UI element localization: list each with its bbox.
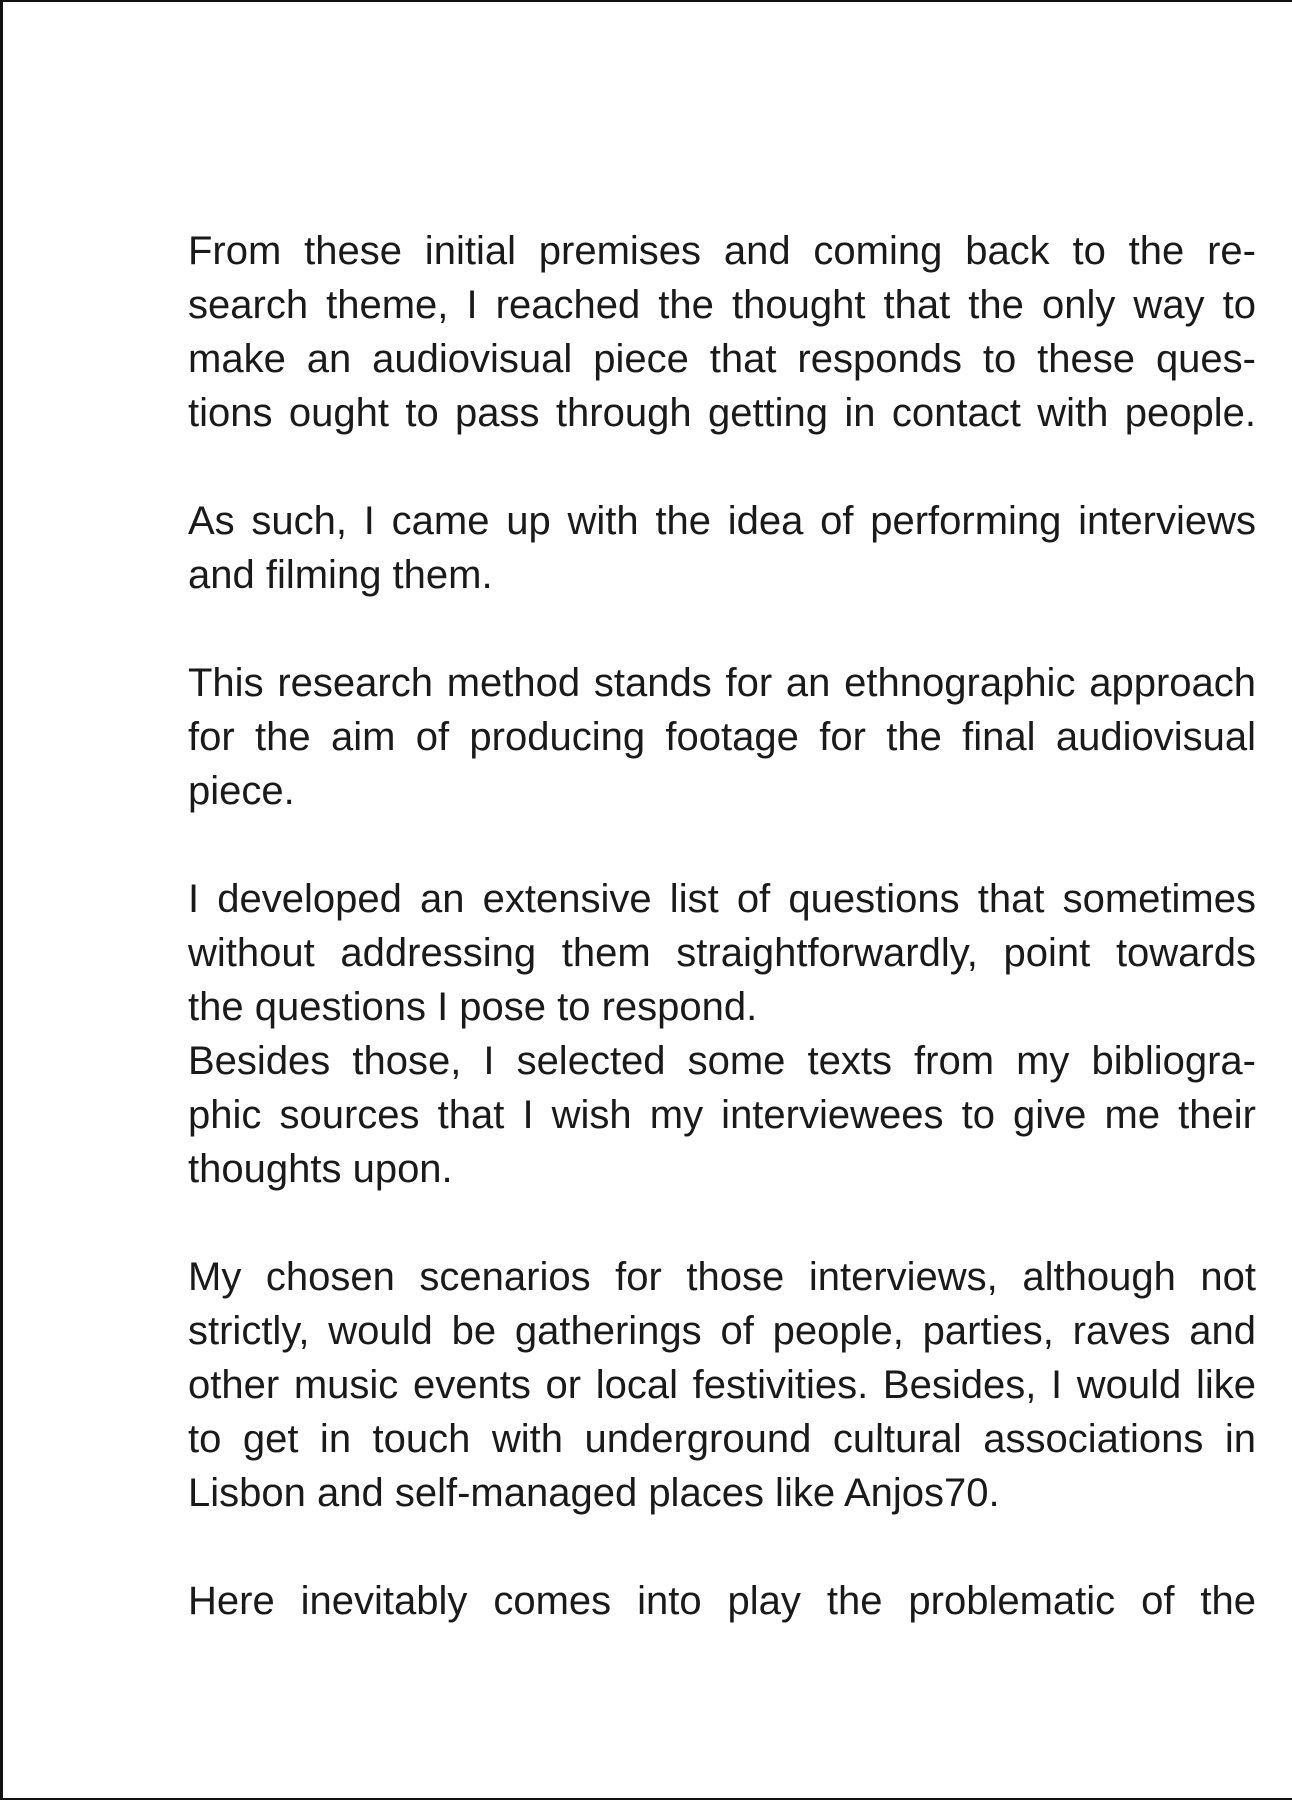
text-line: Lisbon and self-managed places like Anjos70.: [188, 1471, 1000, 1515]
text-line: the questions I pose to respond.: [188, 985, 758, 1029]
text-line: search theme, I reached the thought that the only way to: [188, 283, 1256, 327]
text-line: for the aim of producing footage for the final audiovisual: [188, 715, 1256, 759]
text-line: to get in touch with underground cultural associations in: [188, 1417, 1256, 1461]
paragraph-interviews-idea: [188, 494, 1256, 602]
text-line: piece.: [188, 769, 295, 813]
text-line: tions ought to pass through getting in contact with people.: [188, 391, 1256, 435]
text-line: phic sources that I wish my interviewees to give me their: [188, 1093, 1256, 1137]
text-line: thoughts upon.: [188, 1147, 453, 1191]
text-line: As such, I came up with the idea of performing interviews: [188, 499, 1256, 543]
text-line: strictly, would be gatherings of people, parties, raves and: [188, 1309, 1256, 1353]
text-line: My chosen scenarios for those interviews, although not: [188, 1255, 1256, 1299]
text-line: other music events or local festivities. Besides, I would like: [188, 1363, 1256, 1407]
text-line: make an audiovisual piece that responds to these ques-: [188, 337, 1256, 381]
text-line: I developed an extensive list of questions that sometimes: [188, 877, 1256, 921]
text-line: This research method stands for an ethnographic approach: [188, 661, 1256, 705]
paragraph-problematic: [188, 1574, 1256, 1628]
paragraph-question-list: [188, 872, 1256, 1034]
body-text: [188, 224, 1256, 1628]
text-line: and filming them.: [188, 553, 493, 597]
text-line: From these initial premises and coming back to the re-: [188, 229, 1256, 273]
paragraph-research-premise: [188, 224, 1256, 440]
paragraph-selected-texts: [188, 1034, 1256, 1196]
text-line: Besides those, I selected some texts from my bibliogra-: [188, 1039, 1256, 1083]
text-line: Here inevitably comes into play the problematic of the: [188, 1579, 1256, 1623]
text-line: without addressing them straightforwardly, point towards: [188, 931, 1256, 975]
paragraph-research-method: [188, 656, 1256, 818]
paragraph-interview-scenarios: [188, 1250, 1256, 1520]
